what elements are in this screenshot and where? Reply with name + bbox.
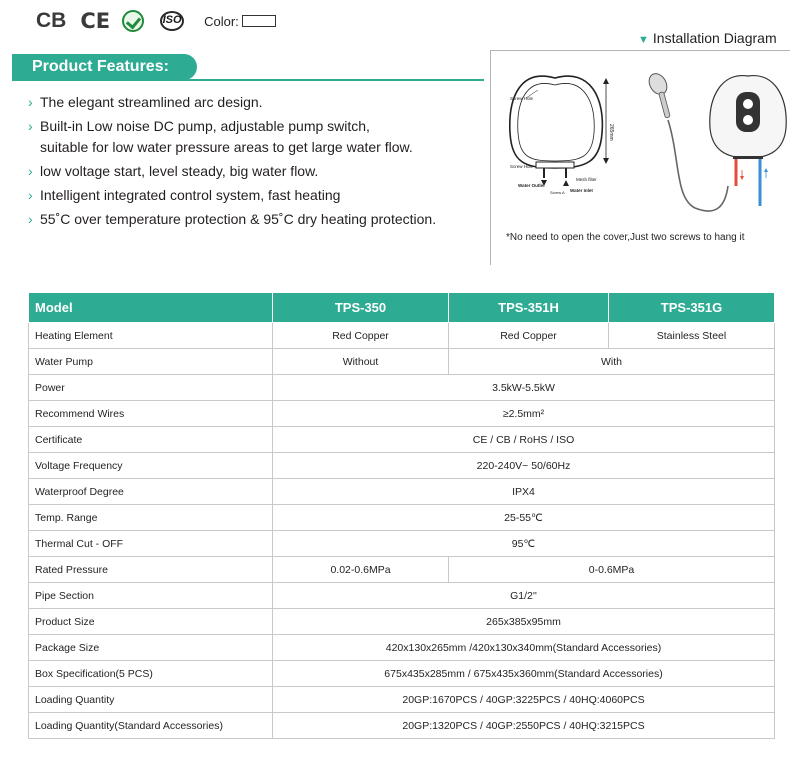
model-tps-350: TPS-350: [273, 293, 449, 323]
feature-item: › low voltage start, level steady, big water flow.: [28, 161, 488, 182]
table-row: [29, 505, 775, 531]
heater-front-icon: [710, 76, 786, 159]
installation-diagram: [500, 58, 790, 228]
model-tps-351g: TPS-351G: [609, 293, 775, 323]
table-row: [29, 583, 775, 609]
table-row: [29, 635, 775, 661]
cell-value: 3.5kW-5.5kW: [273, 375, 775, 401]
row-label: Voltage Frequency: [29, 453, 273, 479]
cell-value: Stainless Steel: [609, 323, 775, 349]
features-divider: [12, 79, 484, 81]
cell-value: CE / CB / RoHS / ISO: [273, 427, 775, 453]
iso-icon: ISO: [158, 11, 186, 31]
row-label: Box Specification(5 PCS): [29, 661, 273, 687]
screw-a-label: Screw A: [550, 190, 565, 195]
dimension-label: 265mm: [608, 124, 614, 141]
table-row: [29, 401, 775, 427]
row-label: Loading Quantity(Standard Accessories): [29, 713, 273, 739]
row-label: Loading Quantity: [29, 687, 273, 713]
table-row: [29, 531, 775, 557]
feature-item: › The elegant streamlined arc design.: [28, 92, 488, 113]
triangle-down-icon: ▼: [638, 34, 649, 46]
cell-value: IPX4: [273, 479, 775, 505]
table-row: [29, 687, 775, 713]
specification-table: [28, 292, 775, 739]
table-row: [29, 557, 775, 583]
cell-value: 220-240V~ 50/60Hz: [273, 453, 775, 479]
product-features-title: Product Features:: [12, 54, 197, 80]
installation-vertical-divider: [490, 50, 491, 265]
installation-divider: [490, 50, 790, 51]
cell-value: ≥2.5mm²: [273, 401, 775, 427]
cell-value: G1/2'': [273, 583, 775, 609]
row-label: Product Size: [29, 609, 273, 635]
row-label: Recommend Wires: [29, 401, 273, 427]
color-label: Color:: [204, 13, 239, 29]
cell-value: 20GP:1670PCS / 40GP:3225PCS / 40HQ:4060PCS: [273, 687, 775, 713]
cell-value: Red Copper: [449, 323, 609, 349]
cb-mark: CB: [36, 9, 67, 32]
feature-item: › Built-in Low noise DC pump, adjustable pump switch,: [28, 116, 488, 137]
cell-value: Red Copper: [273, 323, 449, 349]
table-header-row: [29, 293, 775, 323]
feature-item: › Intelligent integrated control system, fast heating: [28, 185, 488, 206]
row-label: Thermal Cut - OFF: [29, 531, 273, 557]
feature-item-continued: suitable for low water pressure areas to get large water flow.: [40, 139, 413, 155]
cell-value: 0-0.6MPa: [449, 557, 775, 583]
water-inlet-label: Water Inlet: [570, 188, 593, 193]
cell-value: 675x435x285mm / 675x435x360mm(Standard Accessories): [273, 661, 775, 687]
screw-hole-bottom-label: Screw Hole: [510, 164, 534, 169]
table-row: [29, 375, 775, 401]
row-label: Heating Element: [29, 323, 273, 349]
feature-list: [28, 92, 488, 230]
mesh-filter-label: Mesh filter: [576, 177, 597, 182]
row-label: Pipe Section: [29, 583, 273, 609]
cell-value: 20GP:1320PCS / 40GP:2550PCS / 40HQ:3215PCS: [273, 713, 775, 739]
row-label: Power: [29, 375, 273, 401]
chevron-right-icon: ›: [28, 118, 33, 134]
table-row: [29, 427, 775, 453]
chevron-right-icon: ›: [28, 211, 33, 227]
certification-row: [36, 8, 276, 34]
installation-note: *No need to open the cover,Just two screws to hang it: [506, 232, 745, 243]
table-row: [29, 323, 775, 349]
model-header: Model: [29, 293, 273, 323]
mounting-bracket: [536, 162, 574, 168]
color-swatch: [242, 15, 276, 27]
row-label: Waterproof Degree: [29, 479, 273, 505]
table-row: [29, 609, 775, 635]
row-label: Rated Pressure: [29, 557, 273, 583]
cell-value: 0.02-0.6MPa: [273, 557, 449, 583]
cell-value: 25-55℃: [273, 505, 775, 531]
model-tps-351h: TPS-351H: [449, 293, 609, 323]
chevron-right-icon: ›: [28, 94, 33, 110]
shower-head-icon: [646, 70, 671, 118]
screw-hole-top-label: Screw Hole: [510, 96, 534, 101]
installation-diagram-title: ▼ Installation Diagram: [638, 30, 777, 46]
chevron-right-icon: ›: [28, 187, 33, 203]
ce-mark: CE: [80, 9, 111, 33]
row-label: Package Size: [29, 635, 273, 661]
table-row: [29, 453, 775, 479]
cell-value: Without: [273, 349, 449, 375]
table-row: [29, 479, 775, 505]
heater-back-outline: [510, 76, 603, 168]
table-row: [29, 661, 775, 687]
chevron-right-icon: ›: [28, 163, 33, 179]
cell-value: With: [449, 349, 775, 375]
feature-item: › 55˚C over temperature protection & 95˚C dry heating protection.: [28, 209, 488, 230]
water-outlet-label: Water Outlet: [518, 183, 545, 188]
cell-value: 95℃: [273, 531, 775, 557]
row-label: Water Pump: [29, 349, 273, 375]
cell-value: 420x130x265mm /420x130x340mm(Standard Accessories): [273, 635, 775, 661]
row-label: Temp. Range: [29, 505, 273, 531]
table-row: [29, 713, 775, 739]
cell-value: 265x385x95mm: [273, 609, 775, 635]
row-label: Certificate: [29, 427, 273, 453]
rohs-icon: [122, 10, 144, 32]
table-row: [29, 349, 775, 375]
